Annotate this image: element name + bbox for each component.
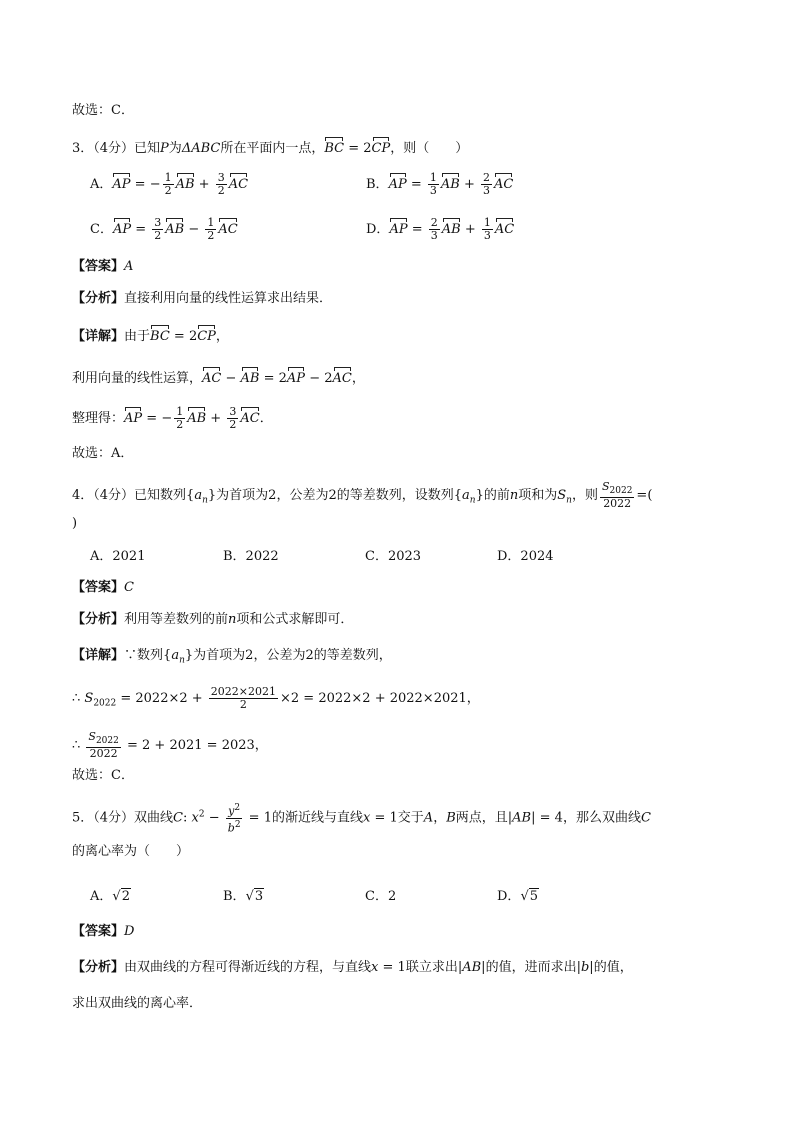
q4-option-c[interactable]: C．2023 — [365, 549, 422, 564]
q3-detail-3: 整理得：AP = − $\frac{1}{2}$ AB + $\frac{3}{2}$ AC． — [72, 405, 273, 431]
q3-stem: 3．（4分）已知P为ΔABC所在平面内一点，BC = 2CP，则（ ） — [72, 137, 468, 159]
q3-option-b[interactable]: B．AP = $\frac{1}{3}$ AB + $\frac{2}{3}$ AC — [366, 171, 514, 197]
q5-option-c[interactable]: C．2 — [365, 889, 397, 904]
q5-stem: 5．（4分）双曲线C: $x^2$ − $\frac{y^2}{b^2}$ = 1的渐近线与直线x = 1交于A，B两点，且|AB| = 4，那么双曲线C — [72, 803, 651, 835]
q5-option-a[interactable]: A．√2 — [90, 889, 130, 904]
q4-choose: 故选：C． — [72, 768, 134, 783]
q4-stem: 4．（4分）已知数列$\{a_n\}$为首项为2，公差为2的等差数列，设数列$\{a_n\}$的前n项和为$S_n$，则 $\frac{S_{2022}}{2022}$ =( — [72, 480, 653, 511]
q2-choose: 故选：C． — [72, 103, 134, 118]
q4-answer: 【答案】C — [72, 580, 134, 595]
q5-stem-2: 的离心率为（ ） — [72, 844, 190, 859]
q3-detail-2: 利用向量的线性运算，AC − AB = 2AP − 2AC， — [72, 367, 365, 389]
q5-option-d[interactable]: D．√5 — [497, 889, 539, 904]
q4-option-d[interactable]: D．2024 — [497, 549, 554, 564]
q4-detail-1: 【详解】∵数列$\{a_n\}$为首项为2，公差为2的等差数列， — [72, 648, 392, 666]
q5-option-b[interactable]: B．√3 — [223, 889, 264, 904]
q3-option-c[interactable]: C．AP = $\frac{3}{2}$ AB − $\frac{1}{2}$ AC — [90, 216, 238, 242]
q4-option-a[interactable]: A．2021 — [90, 549, 146, 564]
q3-option-d[interactable]: D．AP = $\frac{2}{3}$ AB + $\frac{1}{3}$ AC — [366, 216, 515, 242]
q5-analysis-2: 求出双曲线的离心率． — [72, 996, 203, 1011]
q4-detail-2: ∴ $S_{2022} = 2022\times 2$ + $\frac{2022\times 2021}{2}$ ×2 = 2022×2 + 2022×2021， — [72, 685, 480, 711]
q3-analysis: 【分析】直接利用向量的线性运算求出结果． — [72, 291, 333, 306]
q3-detail-1: 【详解】由于BC = 2CP， — [72, 325, 229, 347]
q4-analysis: 【分析】利用等差数列的前n项和公式求解即可． — [72, 612, 354, 627]
q3-answer: 【答案】A — [72, 259, 134, 274]
q4-detail-3: ∴ $\frac{S_{2022}}{2022}$ = 2 + 2021 = 2023， — [72, 730, 268, 761]
q4-option-b[interactable]: B．2022 — [223, 549, 279, 564]
q3-option-a[interactable]: A．AP = − $\frac{1}{2}$ AB + $\frac{3}{2}$ AC — [90, 171, 249, 197]
q4-stem-close: ) — [72, 516, 78, 531]
q5-analysis: 【分析】由双曲线的方程可得渐近线的方程，与直线x = 1联立求出|AB|的值，进而求出|b|的值， — [72, 960, 633, 975]
q3-choose: 故选：A． — [72, 446, 134, 461]
q5-answer: 【答案】D — [72, 924, 135, 939]
